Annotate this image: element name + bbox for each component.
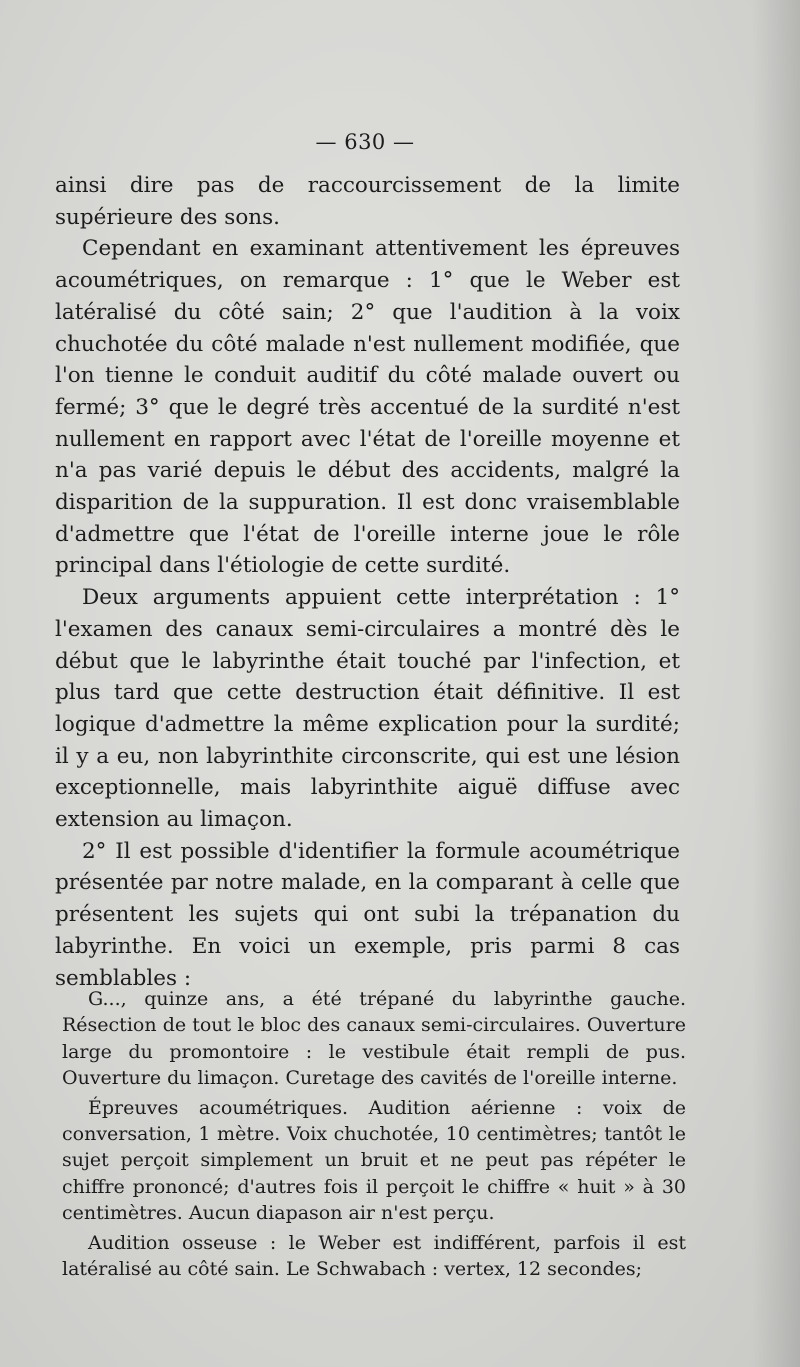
page-number: — 630 —	[315, 130, 415, 154]
paragraph-continuation: ainsi dire pas de raccourcissement de la limite supérieure des sons.	[55, 173, 680, 230]
page-edge-shadow	[752, 0, 800, 1367]
case-report-paragraph: G..., quinze ans, a été trépané du labyrinthe gauche. Résection de tout le bloc des canaux semi-circulaires. Ouverture large du promontoire : le vestibule était rempli de pus. Ouverture du limaçon. Curetage des cavités de l'oreille interne.	[62, 988, 686, 1090]
paragraph-identification: 2° Il est possible d'identifier la formule acoumétrique présentée par notre malade, en la comparant à celle que présentent les sujets qui ont subi la trépanation du labyrinthe. En voici un exemple, pris parmi 8 cas semblables :	[55, 838, 680, 991]
paragraph-acoumetric-analysis: Cependant en examinant attentivement les épreuves acoumétriques, on remarque : 1° que le Weber est latéralisé du côté sain; 2° que l'audition à la voix chuchotée du côté malade n'est nullement modifiée, que l'on tienne le conduit auditif du côté malade ouvert ou fermé; 3° que le degré très accentué de la surdité n'est nullement en rapport avec l'état de l'oreille moyenne et n'a pas varié depuis le début des accidents, malgré la disparition de la suppuration. Il est donc vraisemblable d'admettre que l'état de l'oreille interne joue le rôle principal dans l'étiologie de cette surdité.	[55, 236, 680, 579]
body-text	[55, 170, 680, 994]
case-report	[62, 986, 686, 1282]
paragraph-arguments: Deux arguments appuient cette interprétation : 1° l'examen des canaux semi-circulaires a montré dès le début que le labyrinthe était touché par l'infection, et plus tard que cette destruction était définitive. Il est logique d'admettre la même explication pour la surdité; il y a eu, non labyrinthite circonscrite, qui est une lésion exceptionnelle, mais labyrinthite aiguë diffuse avec extension au limaçon.	[55, 585, 680, 833]
case-report-paragraph: Audition osseuse : le Weber est indifférent, parfois il est latéralisé au côté sain. Le Schwabach : vertex, 12 secondes;	[62, 1231, 686, 1281]
case-report-paragraph: Épreuves acoumétriques. Audition aérienne : voix de conversation, 1 mètre. Voix chuchotée, 10 centimètres; tantôt le sujet perçoit simplement un bruit et ne peut pas répéter le chiffre prononcé; d'autres fois il perçoit le chiffre « huit » à 30 centimètres. Aucun diapason air n'est perçu.	[62, 1096, 686, 1225]
